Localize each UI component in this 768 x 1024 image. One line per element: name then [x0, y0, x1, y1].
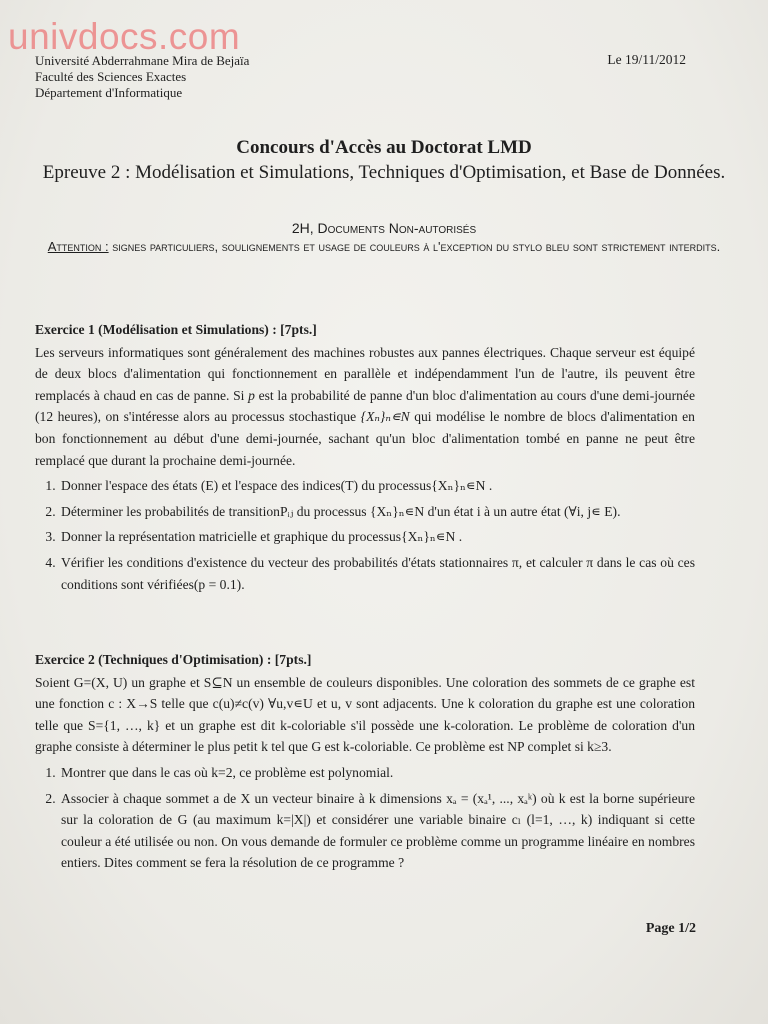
question-item: 3. Donner la représentation matricielle et graphique du processus{Xₙ}ₙ∊N . [59, 526, 695, 548]
question-item: 1. Montrer que dans le cas où k=2, ce problème est polynomial. [59, 762, 695, 784]
exam-duration: 2H, Documents Non-autorisés [291, 220, 477, 236]
exercise-1 [35, 319, 695, 595]
exam-warning [0, 238, 768, 255]
institution-header [35, 53, 249, 101]
exercise-2-questions [35, 762, 695, 874]
question-item: 2. Déterminer les probabilités de transitionPᵢⱼ du processus {Xₙ}ₙ∊N d'un état i à un autre état (∀i, j∊ E). [59, 501, 695, 523]
watermark: univdocs.com [8, 16, 241, 57]
exercise-1-questions [35, 475, 695, 595]
exercise-2-intro: Soient G=(X, U) un graphe et S⊆N un ensemble de couleurs disponibles. Une coloration des sommets de ce graphe est une fonction c : X→S telle que c(u)≠c(v) ∀u,v∊U et u, v sont adjacents. Une k coloration du graphe est une coloration telle que S={1, …, k} et un graphe est dit k-coloriable s'il possède une k-coloration. Le problème de coloration d'un graphe consiste à déterminer le plus petit k tel que G est k-coloriable. Ce problème est NP complet si k≥3. [35, 674, 695, 755]
question-item: 4. Vérifier les conditions d'existence du vecteur des probabilités d'états stationnaires π, et calculer π dans le cas où ces conditions sont vérifiées(p = 0.1). [59, 552, 695, 595]
page-number: Page 1/2 [645, 921, 696, 936]
faculty-name: Faculté des Sciences Exactes [35, 69, 187, 84]
question-item: 2. Associer à chaque sommet a de X un vecteur binaire à k dimensions xₐ = (xₐ¹, ..., xₐᵏ) où k est la borne supérieure sur la coloration de G (au maximum k=|X|) et considérer une variable binaire cₗ (l=1, …, k) indiquant si cette couleur a été utilisée ou non. On vous demande de formuler ce problème comme un programme linéaire en nombres entiers. Dites comment se fera la résolution de ce programme ? [59, 788, 695, 874]
exam-subtitle: Epreuve 2 : Modélisation et Simulations, Techniques d'Optimisation, et Base de Données. [42, 162, 726, 183]
exercise-2-title: Exercice 2 (Techniques d'Optimisation) : [7pts.] [35, 652, 312, 667]
department-name: Département d'Informatique [35, 85, 183, 100]
question-item: 1. Donner l'espace des états (E) et l'espace des indices(T) du processus{Xₙ}ₙ∊N . [59, 475, 695, 497]
exercise-1-title: Exercice 1 (Modélisation et Simulations) : [7pts.] [35, 322, 317, 337]
exam-title: Concours d'Accès au Doctorat LMD [236, 137, 532, 158]
exercise-1-intro: Les serveurs informatiques sont généralement des machines robustes aux pannes électriques. Chaque serveur est équipé de deux blocs d'alimentation qui fonctionnement en parallèle et indépendamment l'un de l'autre, ils peuvent être remplacés à chaud en cas de panne. Si p est la probabilité de panne d'un bloc d'alimentation au cours d'une demi-journée (12 heures), on s'intéresse alors au processus stochastique {Xₙ}ₙ∊N qui modélise le nombre de blocs d'alimentation en bon fonctionnement au début d'une demi-journée, sachant qu'un bloc d'alimentation tombé en panne ne peut être remplacé que durant la prochaine demi-journée. [35, 344, 695, 468]
warning-text: signes particuliers, soulignements et usage de couleurs à l'exception du stylo bleu sont strictement interdits. [108, 239, 721, 254]
warning-label: Attention : [47, 239, 109, 254]
university-name: Université Abderrahmane Mira de Bejaïa [35, 53, 250, 68]
exercise-2 [35, 649, 695, 874]
exam-date: Le 19/11/2012 [607, 52, 686, 67]
